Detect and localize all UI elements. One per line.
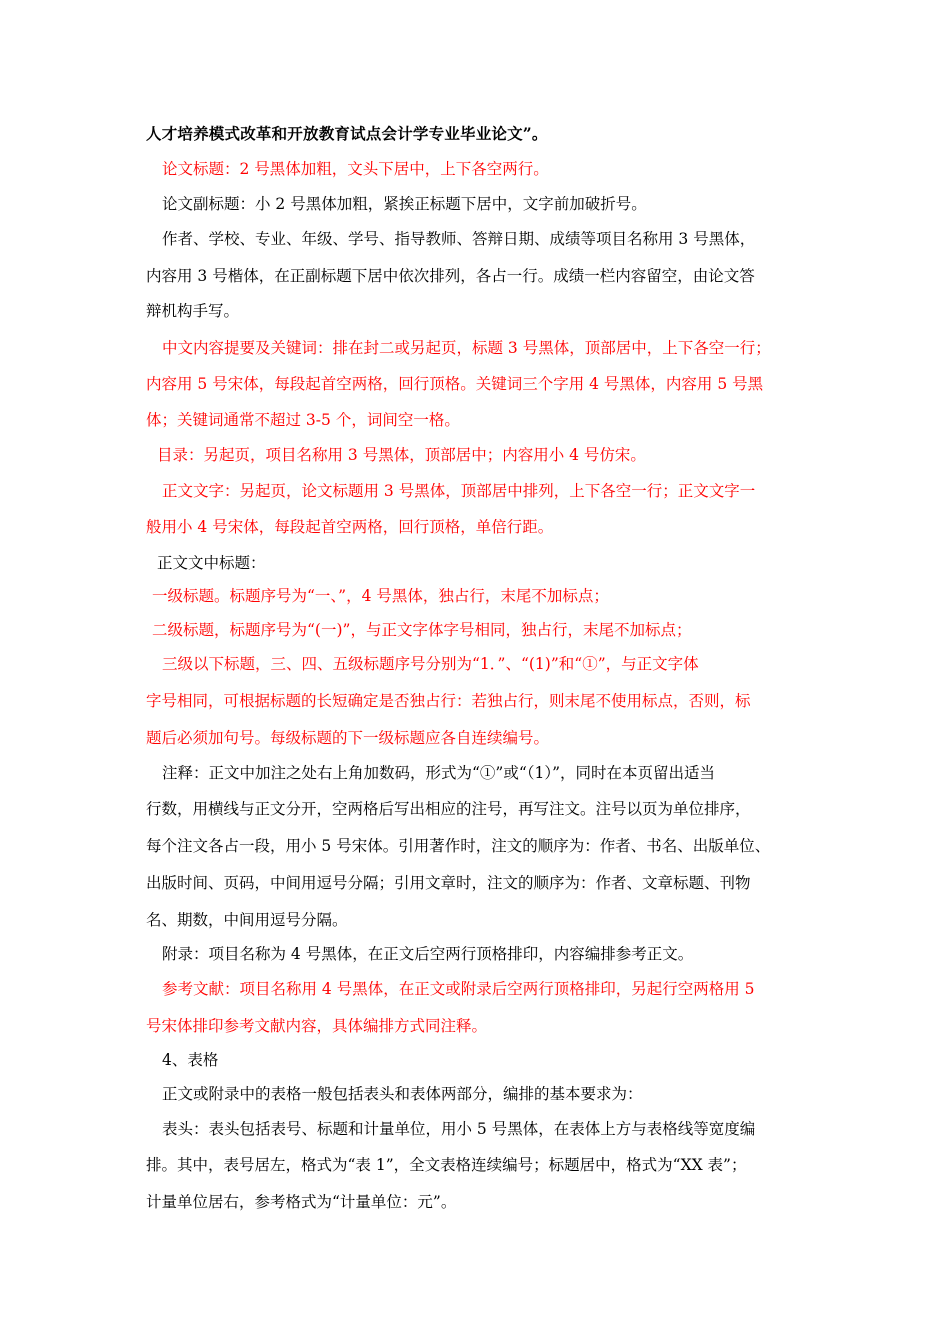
notes-rule-line-5: 名、期数，中间用逗号分隔。 xyxy=(146,911,348,929)
abstract-rule-line-1: 中文内容提要及关键词：排在封二或另起页，标题 3 号黑体，顶部居中，上下各空一行； xyxy=(162,339,771,357)
author-info-rule-line-2: 内容用 3 号楷体，在正副标题下居中依次排列，各占一行。成绩一栏内容留空，由论文答 xyxy=(146,267,755,285)
level-3-heading-rule-line-2: 字号相同，可根据标题的长短确定是否独占行：若独占行，则末尾不使用标点，否则，标 xyxy=(146,692,751,710)
headings-intro: 正文文中标题： xyxy=(157,554,266,572)
notes-rule-line-1: 注释：正文中加注之处右上角加数码，形式为“①”或“（1）”，同时在本页留出适当 xyxy=(162,764,716,782)
abstract-rule-line-3: 体；关键词通常不超过 3-5 个，词间空一格。 xyxy=(146,411,460,429)
notes-rule-line-2: 行数，用横线与正文分开，空两格后写出相应的注号，再写注文。注号以页为单位排序， xyxy=(146,800,751,818)
references-rule-line-1: 参考文献：项目名称用 4 号黑体，在正文或附录后空两行顶格排印，另起行空两格用 5 xyxy=(162,980,755,998)
level-3-heading-rule-line-3: 题后必须加句号。每级标题的下一级标题应各自连续编号。 xyxy=(146,729,550,747)
references-rule-line-2: 号宋体排印参考文献内容，具体编排方式同注释。 xyxy=(146,1017,488,1035)
paper-subtitle-rule: 论文副标题：小 2 号黑体加粗，紧挨正标题下居中，文字前加破折号。 xyxy=(162,195,647,213)
author-info-rule-line-3: 辩机构手写。 xyxy=(146,302,240,320)
abstract-rule-line-2: 内容用 5 号宋体，每段起首空两格，回行顶格。关键词三个字用 4 号黑体，内容用 5 号黑 xyxy=(146,375,764,393)
appendix-rule: 附录：项目名称为 4 号黑体，在正文后空两行顶格排印，内容编排参考正文。 xyxy=(162,945,694,963)
intro-line: 人才培养模式改革和开放教育试点会计学专业毕业论文”。 xyxy=(146,124,548,143)
toc-rule: 目录：另起页，项目名称用 3 号黑体，顶部居中；内容用小 4 号仿宋。 xyxy=(157,446,646,464)
paper-title-rule: 论文标题：2 号黑体加粗，文头下居中，上下各空两行。 xyxy=(162,160,549,178)
body-text-rule-line-2: 般用小 4 号宋体，每段起首空两格，回行顶格，单倍行距。 xyxy=(146,518,554,536)
table-header-rule-line-1: 表头：表头包括表号、标题和计量单位，用小 5 号黑体，在表体上方与表格线等宽度编 xyxy=(162,1120,756,1138)
table-header-rule-line-2: 排。其中，表号居左，格式为“表 1”，全文表格连续编号；标题居中，格式为“XX 表”； xyxy=(146,1156,747,1174)
body-text-rule-line-1: 正文文字：另起页，论文标题用 3 号黑体，顶部居中排列，上下各空一行；正文文字一 xyxy=(162,482,756,500)
table-header-rule-line-3: 计量单位居右，参考格式为“计量单位：元”。 xyxy=(146,1193,457,1211)
level-1-heading-rule: 一级标题。标题序号为“一、”，4 号黑体，独占行，末尾不加标点； xyxy=(152,587,609,605)
section-heading-tables: 4、表格 xyxy=(162,1051,219,1069)
notes-rule-line-4: 出版时间、页码，中间用逗号分隔；引用文章时，注文的顺序为：作者、文章标题、刊物 xyxy=(146,874,751,892)
author-info-rule-line-1: 作者、学校、专业、年级、学号、指导教师、答辩日期、成绩等项目名称用 3 号黑体， xyxy=(162,230,756,248)
level-3-heading-rule-line-1: 三级以下标题，三、四、五级标题序号分别为“1．”、“(1)”和“①”，与正文字体 xyxy=(162,655,699,673)
level-2-heading-rule: 二级标题，标题序号为“(一)”，与正文字体字号相同，独占行，末尾不加标点； xyxy=(152,621,692,639)
notes-rule-line-3: 每个注文各占一段，用小 5 号宋体。引用著作时，注文的顺序为：作者、书名、出版单位、 xyxy=(146,837,771,855)
tables-intro: 正文或附录中的表格一般包括表头和表体两部分，编排的基本要求为： xyxy=(162,1085,643,1103)
